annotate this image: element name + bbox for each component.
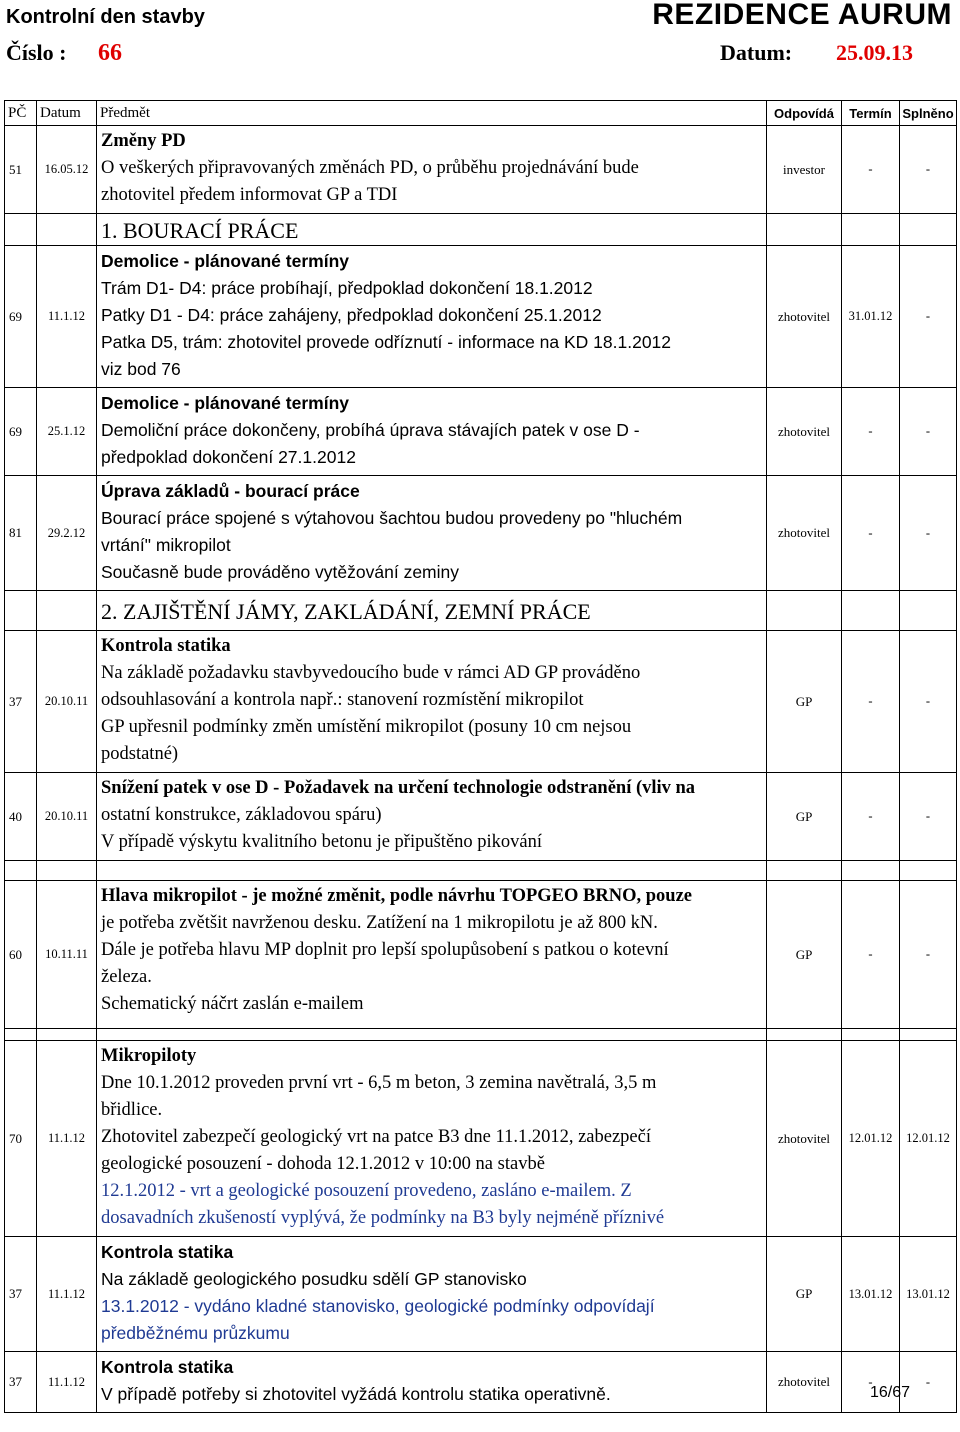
subject-heading: Úprava základů - bourací práce bbox=[101, 481, 360, 501]
subject-line: podstatné) bbox=[101, 744, 179, 764]
spacer-row bbox=[5, 1029, 957, 1041]
row-subject bbox=[97, 476, 767, 591]
spacer-row bbox=[5, 861, 957, 881]
row-deadline: - bbox=[842, 1352, 900, 1413]
row-pc: 69 bbox=[5, 246, 37, 388]
page-header bbox=[0, 0, 960, 96]
row-responsible: GP bbox=[767, 631, 842, 773]
row-done: - bbox=[900, 476, 957, 591]
row-date: 11.1.12 bbox=[37, 1041, 97, 1237]
row-pc: 69 bbox=[5, 388, 37, 476]
section-row bbox=[5, 591, 957, 631]
row-pc: 40 bbox=[5, 773, 37, 861]
subject-line: Demoliční práce dokončeny, probíhá úprava stávajích patek v ose D - bbox=[101, 420, 640, 440]
row-deadline: 13.01.12 bbox=[842, 1237, 900, 1352]
row-date: 25.1.12 bbox=[37, 388, 97, 476]
minutes-table bbox=[4, 100, 957, 1413]
subject-heading: Kontrola statika bbox=[101, 1357, 234, 1377]
row-done: - bbox=[900, 388, 957, 476]
row-pc: 37 bbox=[5, 631, 37, 773]
row-deadline: 12.01.12 bbox=[842, 1041, 900, 1237]
section-heading: 2. ZAJIŠTĚNÍ JÁMY, ZAKLÁDÁNÍ, ZEMNÍ PRÁCE bbox=[97, 591, 767, 631]
row-deadline: - bbox=[842, 881, 900, 1029]
subject-heading: Demolice - plánované termíny bbox=[101, 393, 349, 413]
col-header-termin: Termín bbox=[842, 101, 900, 126]
subject-line: O veškerých připravovaných změnách PD, o průběhu projednávání bude bbox=[101, 158, 639, 178]
subject-line: dosavadních zkušeností vyplývá, že podmínky na B3 byly nejméně příznivé bbox=[101, 1208, 665, 1228]
subject-line: Na základě požadavku stavbyvedoucího bude v rámci AD GP prováděno bbox=[101, 663, 641, 683]
date-value: 25.09.13 bbox=[836, 40, 913, 65]
subject-line: Současně bude prováděno vytěžování zeminy bbox=[101, 562, 460, 582]
row-responsible: zhotovitel bbox=[767, 388, 842, 476]
row-subject bbox=[97, 631, 767, 773]
table-row bbox=[5, 126, 957, 214]
row-subject bbox=[97, 1041, 767, 1237]
subject-heading: Mikropiloty bbox=[101, 1046, 197, 1066]
row-done: - bbox=[900, 631, 957, 773]
subject-heading: Demolice - plánované termíny bbox=[101, 251, 349, 271]
table-header-row bbox=[5, 101, 957, 126]
row-subject bbox=[97, 1237, 767, 1352]
table-row bbox=[5, 246, 957, 388]
subject-line: Bourací práce spojené s výtahovou šachtou budou provedeny po "hluchém bbox=[101, 508, 683, 528]
subject-line: Dále je potřeba hlavu MP doplnit pro lepší spolupůsobení s patkou o kotevní bbox=[101, 940, 669, 960]
row-date: 29.2.12 bbox=[37, 476, 97, 591]
row-subject bbox=[97, 773, 767, 861]
row-subject bbox=[97, 246, 767, 388]
col-header-datum: Datum bbox=[37, 101, 97, 126]
subject-heading: Změny PD bbox=[101, 131, 186, 151]
number-label: Číslo : bbox=[6, 40, 67, 65]
row-responsible: investor bbox=[767, 126, 842, 214]
row-pc: 51 bbox=[5, 126, 37, 214]
subject-line: zhotovitel předem informovat GP a TDI bbox=[101, 185, 398, 205]
row-date: 20.10.11 bbox=[37, 631, 97, 773]
row-date: 11.1.12 bbox=[37, 1352, 97, 1413]
row-deadline: 31.01.12 bbox=[842, 246, 900, 388]
project-name: REZIDENCE AURUM bbox=[652, 0, 952, 31]
subject-line: 12.1.2012 - vrt a geologické posouzení provedeno, zasláno e-mailem. Z bbox=[101, 1181, 632, 1201]
page-number: 16/67 bbox=[869, 1384, 910, 1401]
row-deadline: - bbox=[842, 773, 900, 861]
col-header-predmet: Předmět bbox=[97, 101, 767, 126]
table-row bbox=[5, 476, 957, 591]
row-pc: 60 bbox=[5, 881, 37, 1029]
subject-heading: Snížení patek v ose D - Požadavek na určení technologie odstranění (vliv na bbox=[101, 778, 696, 798]
col-header-pc: PČ bbox=[5, 101, 37, 126]
subject-line: 13.1.2012 - vydáno kladné stanovisko, geologické podmínky odpovídají bbox=[101, 1296, 655, 1316]
row-date: 16.05.12 bbox=[37, 126, 97, 214]
subject-heading: Kontrola statika bbox=[101, 1242, 234, 1262]
table-row bbox=[5, 388, 957, 476]
document-title: Kontrolní den stavby bbox=[6, 6, 205, 28]
row-done: 12.01.12 bbox=[900, 1041, 957, 1237]
subject-line: břidlice. bbox=[101, 1100, 163, 1120]
subject-heading: Kontrola statika bbox=[101, 636, 231, 656]
row-pc: 81 bbox=[5, 476, 37, 591]
table-row bbox=[5, 1237, 957, 1352]
row-subject bbox=[97, 1352, 767, 1413]
row-done: 13.01.12 bbox=[900, 1237, 957, 1352]
subject-line: vrtání" mikropilot bbox=[101, 535, 231, 555]
row-done: - bbox=[900, 246, 957, 388]
row-date: 11.1.12 bbox=[37, 1237, 97, 1352]
table-row bbox=[5, 881, 957, 1029]
subject-line: Zhotovitel zabezpečí geologický vrt na patce B3 dne 11.1.2012, zabezpečí bbox=[101, 1127, 651, 1147]
subject-line: viz bod 76 bbox=[101, 359, 181, 379]
subject-line: Schematický náčrt zaslán e-mailem bbox=[101, 994, 364, 1014]
col-header-odpovida: Odpovídá bbox=[767, 101, 842, 126]
row-date: 10.11.11 bbox=[37, 881, 97, 1029]
subject-line: je potřeba zvětšit navrženou desku. Zatížení na 1 mikropilotu je až 800 kN. bbox=[101, 913, 658, 933]
row-pc: 70 bbox=[5, 1041, 37, 1237]
row-deadline: - bbox=[842, 476, 900, 591]
row-responsible: zhotovitel bbox=[767, 1352, 842, 1413]
subject-line: Na základě geologického posudku sdělí GP stanovisko bbox=[101, 1269, 527, 1289]
subject-line: předběžnému průzkumu bbox=[101, 1323, 290, 1343]
subject-line bbox=[101, 775, 762, 802]
section-row bbox=[5, 214, 957, 246]
number-value: 66 bbox=[98, 40, 122, 66]
row-done: - bbox=[900, 881, 957, 1029]
subject-line: Patka D5, trám: zhotovitel provede odříznutí - informace na KD 18.1.2012 bbox=[101, 332, 672, 352]
row-subject bbox=[97, 126, 767, 214]
row-responsible: GP bbox=[767, 773, 842, 861]
table-row bbox=[5, 1352, 957, 1413]
subject-line: Patky D1 - D4: práce zahájeny, předpoklad dokončení 25.1.2012 bbox=[101, 305, 602, 325]
row-subject bbox=[97, 388, 767, 476]
row-done: - bbox=[900, 126, 957, 214]
subject-line: V případě výskytu kvalitního betonu je připuštěno pikování bbox=[101, 832, 543, 852]
col-header-splneno: Splněno bbox=[900, 101, 957, 126]
subject-line: Trám D1- D4: práce probíhají, předpoklad dokončení 18.1.2012 bbox=[101, 278, 593, 298]
section-heading: 1. BOURACÍ PRÁCE bbox=[97, 214, 767, 246]
subject-line: odsouhlasování a kontrola např.: stanovení rozmístění mikropilot bbox=[101, 690, 584, 710]
subject-line: ostatní konstrukce, základovou spáru) bbox=[101, 805, 382, 825]
row-date: 11.1.12 bbox=[37, 246, 97, 388]
row-pc: 37 bbox=[5, 1352, 37, 1413]
row-done: - bbox=[900, 773, 957, 861]
row-subject bbox=[97, 881, 767, 1029]
row-responsible: zhotovitel bbox=[767, 246, 842, 388]
table-row bbox=[5, 773, 957, 861]
subject-heading: Hlava mikropilot - je možné změnit, podle návrhu TOPGEO BRNO, pouze bbox=[101, 886, 692, 906]
subject-line: železa. bbox=[101, 967, 152, 987]
row-deadline: - bbox=[842, 126, 900, 214]
row-responsible: GP bbox=[767, 1237, 842, 1352]
subject-line: GP upřesnil podmínky změn umístění mikropilot (posuny 10 cm nejsou bbox=[101, 717, 632, 737]
row-date: 20.10.11 bbox=[37, 773, 97, 861]
row-deadline: - bbox=[842, 631, 900, 773]
subject-line: předpoklad dokončení 27.1.2012 bbox=[101, 447, 356, 467]
row-responsible: GP bbox=[767, 881, 842, 1029]
table-row bbox=[5, 631, 957, 773]
subject-line: geologické posouzení - dohoda 12.1.2012 v 10:00 na stavbě bbox=[101, 1154, 545, 1174]
row-done: - bbox=[900, 1352, 957, 1413]
row-responsible: zhotovitel bbox=[767, 1041, 842, 1237]
date-label: Datum: bbox=[720, 40, 793, 65]
subject-line: Dne 10.1.2012 proveden první vrt - 6,5 m beton, 3 zemina navětralá, 3,5 m bbox=[101, 1073, 657, 1093]
row-pc: 37 bbox=[5, 1237, 37, 1352]
subject-line: V případě potřeby si zhotovitel vyžádá kontrolu statika operativně. bbox=[101, 1384, 611, 1404]
row-deadline: - bbox=[842, 388, 900, 476]
table-row bbox=[5, 1041, 957, 1237]
row-responsible: zhotovitel bbox=[767, 476, 842, 591]
